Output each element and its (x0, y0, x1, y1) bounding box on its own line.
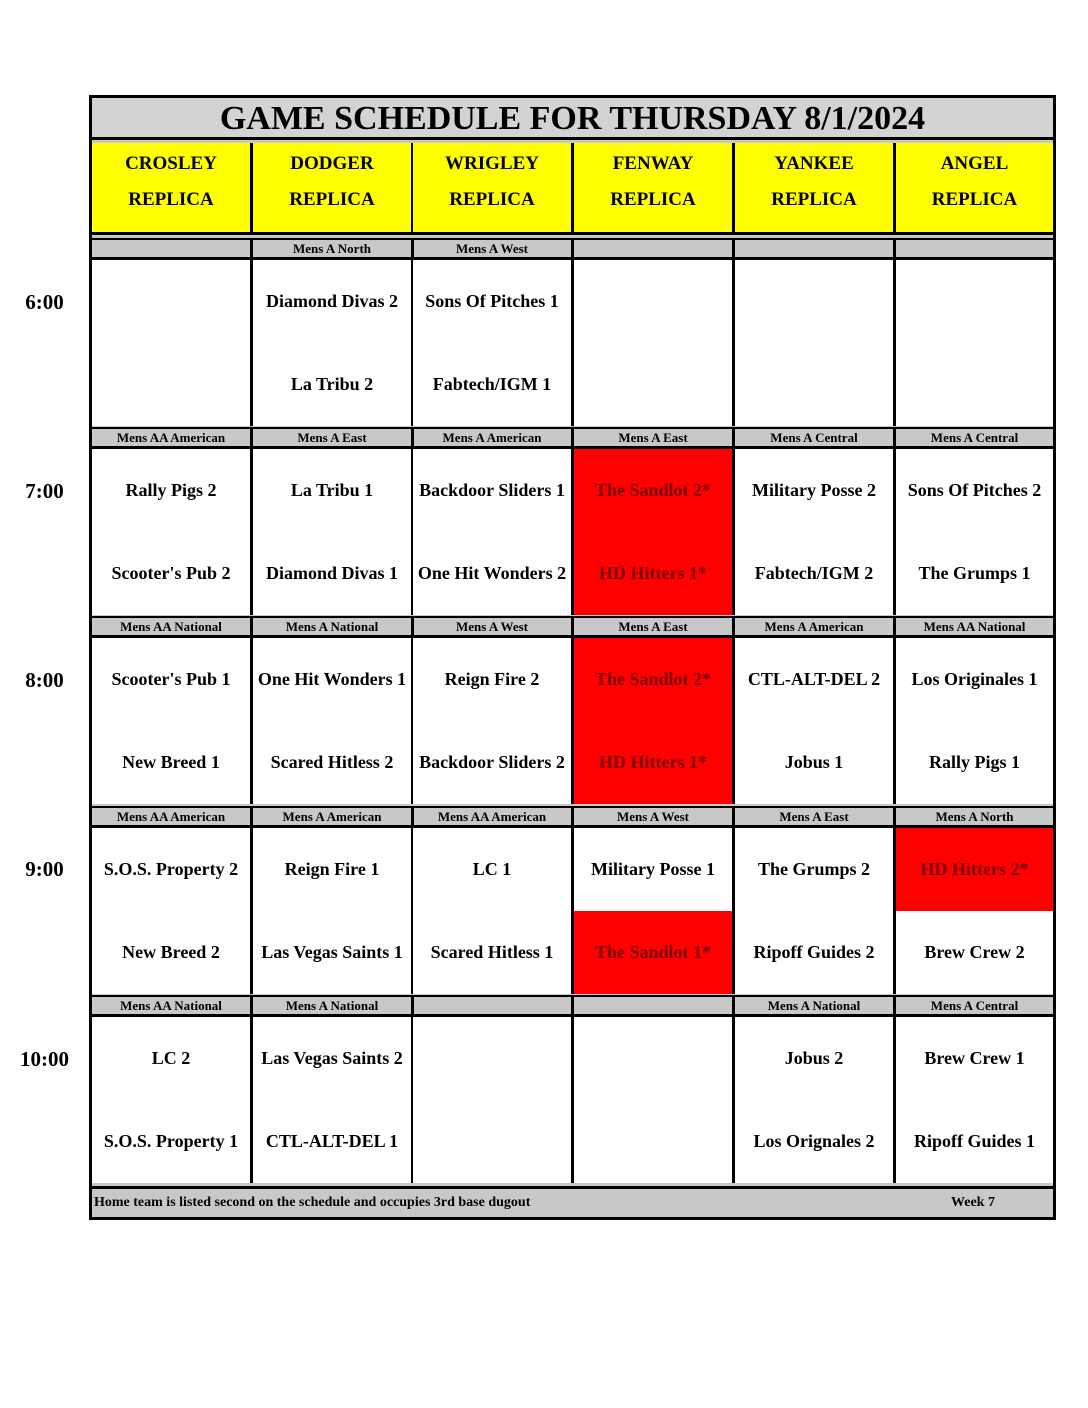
field-header-fenway (574, 143, 735, 235)
team-visitor: S.O.S. Property 2 (103, 859, 239, 879)
division-label: Mens A East (574, 618, 735, 635)
division-label: Mens A American (253, 808, 414, 825)
division-label: Mens AA National (92, 997, 253, 1014)
division-label: Mens AA American (92, 808, 253, 825)
division-label: Mens AA National (92, 618, 253, 635)
team-visitor: CTL-ALT-DEL 2 (747, 669, 881, 689)
game-cell (92, 449, 253, 615)
field-subtitle: REPLICA (931, 189, 1018, 210)
division-label: Mens A West (413, 618, 574, 635)
team-home: Scared Hitless 2 (270, 752, 394, 772)
team-visitor: Sons Of Pitches 2 (907, 480, 1042, 500)
game-cell (253, 828, 414, 994)
team-visitor (896, 260, 1053, 343)
game-cell (896, 449, 1053, 615)
team-home: Los Orignales 2 (753, 1131, 875, 1151)
team-home (574, 1100, 732, 1183)
game-cell (92, 1017, 253, 1183)
footer-bar (92, 1186, 1053, 1217)
schedule-title: GAME SCHEDULE FOR THURSDAY 8/1/2024 (92, 98, 1053, 140)
team-visitor: The Grumps 2 (757, 859, 871, 879)
game-cell (413, 638, 574, 804)
game-cell (735, 449, 896, 615)
game-cell (253, 449, 414, 615)
team-home (896, 343, 1053, 426)
division-label: Mens A Central (735, 429, 896, 446)
game-cell (413, 260, 574, 426)
division-label: Mens A American (413, 429, 574, 446)
team-home: Brew Crew 2 (924, 942, 1025, 962)
field-subtitle: REPLICA (128, 189, 214, 210)
team-visitor: LC 2 (151, 1048, 191, 1068)
team-visitor: Backdoor Sliders 1 (419, 480, 565, 500)
team-home: The Grumps 1 (918, 563, 1031, 583)
schedule-sheet (89, 95, 1056, 1220)
field-header-angel (896, 143, 1053, 235)
game-cell (413, 449, 574, 615)
team-visitor: Sons Of Pitches 1 (425, 291, 559, 311)
team-home: Diamond Divas 1 (265, 563, 399, 583)
game-cell (574, 828, 735, 994)
game-cell (253, 1017, 414, 1183)
game-cell (92, 638, 253, 804)
team-visitor: Diamond Divas 2 (265, 291, 399, 311)
field-subtitle: REPLICA (289, 189, 375, 210)
field-name: ANGEL (940, 153, 1009, 174)
game-cell (735, 260, 896, 426)
team-visitor: The Sandlot 2* (574, 449, 732, 532)
game-cell (896, 638, 1053, 804)
division-label: Mens A National (253, 997, 414, 1014)
division-row (92, 238, 1053, 260)
field-name: YANKEE (774, 153, 854, 174)
game-cell (253, 638, 414, 804)
game-cell (574, 449, 735, 615)
game-cell (253, 260, 414, 426)
time-label: 7:00 (25, 479, 64, 503)
division-label (574, 240, 735, 257)
time-label: 8:00 (25, 668, 64, 692)
team-home: Scared Hitless 1 (430, 942, 554, 962)
field-subtitle: REPLICA (449, 189, 535, 210)
team-visitor: LC 1 (472, 859, 512, 879)
division-label: Mens AA American (92, 429, 253, 446)
game-cell (896, 828, 1053, 994)
division-label: Mens A American (735, 618, 896, 635)
division-label (413, 997, 574, 1014)
division-label: Mens A North (253, 240, 414, 257)
team-visitor: Scooter's Pub 1 (111, 669, 231, 689)
game-cell (413, 828, 574, 994)
team-home: Ripoff Guides 1 (913, 1131, 1036, 1151)
division-label: Mens A Central (930, 998, 1019, 1013)
team-home: Jobus 1 (784, 752, 844, 772)
team-visitor: La Tribu 1 (290, 480, 374, 500)
team-visitor: One Hit Wonders 1 (257, 669, 407, 689)
team-visitor (735, 260, 893, 343)
division-label: Mens A East (574, 429, 735, 446)
team-visitor: Reign Fire 2 (444, 669, 540, 689)
team-home: La Tribu 2 (290, 374, 374, 394)
team-home: One Hit Wonders 2 (417, 563, 567, 583)
division-row (92, 427, 1053, 449)
division-label: Mens A West (413, 240, 574, 257)
division-label: Mens A National (735, 997, 896, 1014)
week-label: Week 7 (951, 1195, 995, 1210)
division-row (92, 995, 1053, 1017)
team-home: S.O.S. Property 1 (103, 1131, 239, 1151)
team-home: HD Hitters 1* (574, 721, 732, 804)
team-home: Las Vegas Saints 1 (261, 942, 403, 962)
game-cell (92, 828, 253, 994)
field-header-yankee (735, 143, 896, 235)
division-label (574, 997, 735, 1014)
team-home (92, 343, 250, 426)
game-cell (896, 260, 1053, 426)
division-label: Mens A National (253, 618, 414, 635)
division-label: Mens A East (735, 808, 896, 825)
field-subtitle: REPLICA (771, 189, 857, 210)
time-label: 9:00 (25, 857, 64, 881)
team-visitor: Los Originales 1 (911, 669, 1038, 689)
team-visitor: Las Vegas Saints 2 (261, 1048, 403, 1068)
team-visitor (92, 260, 250, 343)
time-label: 6:00 (25, 290, 64, 314)
team-visitor: Military Posse 2 (752, 480, 876, 500)
field-subtitle: REPLICA (610, 189, 696, 210)
team-visitor (574, 1017, 732, 1100)
team-home: New Breed 2 (122, 942, 220, 962)
team-home (735, 343, 893, 426)
team-visitor (413, 1017, 571, 1100)
time-label: 10:00 (20, 1047, 69, 1071)
game-cell (735, 828, 896, 994)
team-home: Fabtech/IGM 2 (754, 563, 874, 583)
field-header-crosley (92, 143, 253, 235)
footer-note: Home team is listed second on the schedule and occupies 3rd base dugout (94, 1195, 531, 1210)
team-home (413, 1100, 571, 1183)
team-visitor: Brew Crew 1 (924, 1048, 1025, 1068)
team-home: Ripoff Guides 2 (753, 942, 875, 962)
division-label (92, 240, 253, 257)
field-name: FENWAY (612, 153, 694, 174)
division-row (92, 806, 1053, 828)
team-home: Backdoor Sliders 2 (419, 752, 565, 772)
team-home: Fabtech/IGM 1 (432, 374, 552, 394)
game-cell (413, 1017, 574, 1183)
team-visitor: Rally Pigs 2 (125, 480, 217, 500)
field-name: WRIGLEY (445, 153, 539, 174)
field-name: DODGER (290, 153, 374, 174)
game-cell (574, 1017, 735, 1183)
team-visitor: Military Posse 1 (591, 859, 715, 879)
team-home: Rally Pigs 1 (928, 752, 1020, 772)
team-visitor: HD Hitters 2* (896, 828, 1053, 911)
game-cell (896, 1017, 1053, 1183)
division-label: Mens A Central (930, 430, 1019, 445)
team-home: HD Hitters 1* (574, 532, 732, 615)
game-cell (574, 260, 735, 426)
division-label: Mens AA National (923, 619, 1026, 634)
team-visitor: Jobus 2 (784, 1048, 844, 1068)
field-header-dodger (253, 143, 414, 235)
game-cell (574, 638, 735, 804)
field-header-wrigley (413, 143, 574, 235)
team-home: Scooter's Pub 2 (111, 563, 231, 583)
team-home: New Breed 1 (122, 752, 220, 772)
division-label: Mens A North (935, 809, 1014, 824)
field-name: CROSLEY (125, 153, 217, 174)
division-label: Mens A East (253, 429, 414, 446)
division-label (735, 240, 896, 257)
team-visitor: Reign Fire 1 (284, 859, 380, 879)
game-cell (735, 1017, 896, 1183)
game-cell (92, 260, 253, 426)
team-home: CTL-ALT-DEL 1 (265, 1131, 399, 1151)
division-label (896, 240, 1053, 257)
team-home: The Sandlot 1* (574, 911, 732, 994)
division-label: Mens A West (574, 808, 735, 825)
game-cell (735, 638, 896, 804)
team-visitor: The Sandlot 2* (574, 638, 732, 721)
division-label: Mens AA American (413, 808, 574, 825)
division-row (92, 616, 1053, 638)
team-visitor (574, 260, 732, 343)
team-home (574, 343, 732, 426)
